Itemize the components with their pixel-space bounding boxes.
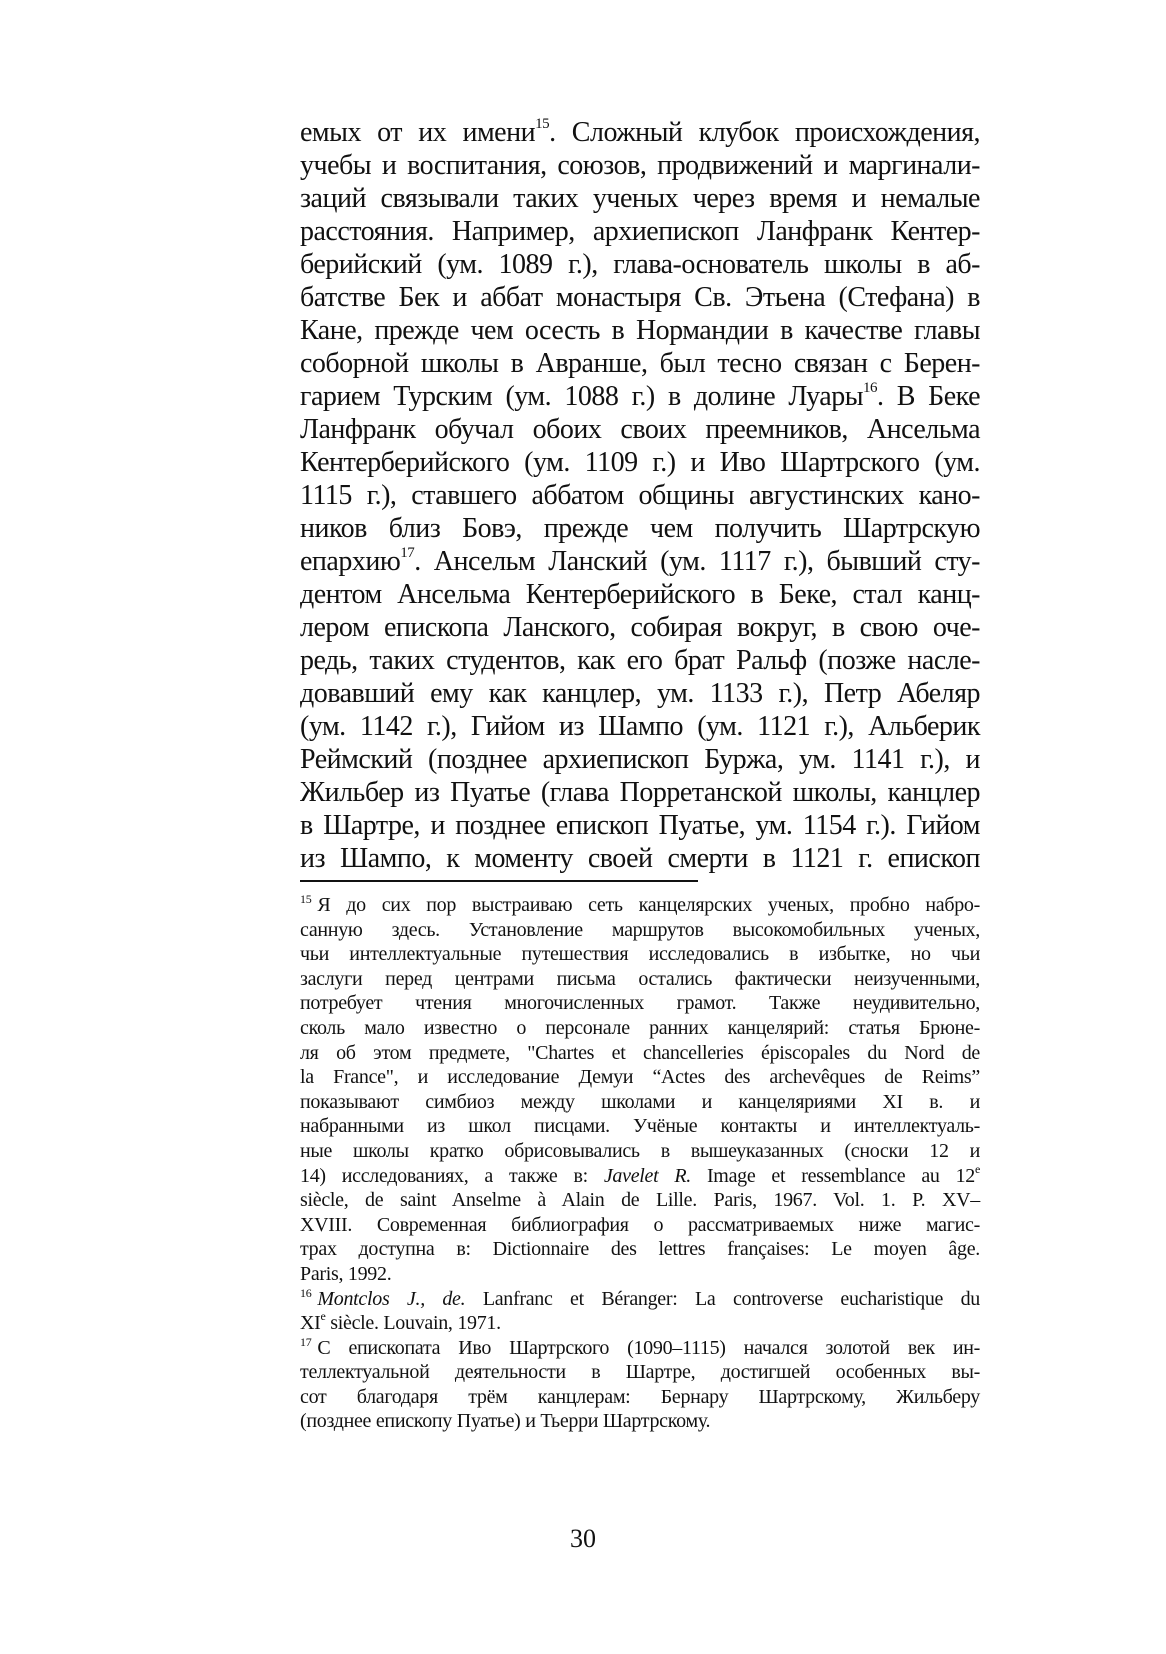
footnote-line	[300, 1114, 980, 1139]
text-run: Image et ressemblance au 12	[690, 1164, 975, 1187]
text-run: . В Беке	[877, 381, 980, 412]
text-line	[300, 347, 980, 380]
text-run: (ум. 1142 г.), Гийом из Шампо (ум. 1121 г.), Альберик	[300, 711, 980, 742]
footnote-ref: 17	[400, 545, 415, 561]
text-run: Lanfranc et Béranger: La controverse eucharistique du	[465, 1287, 980, 1310]
text-run: редь, таких студентов, как его брат Ральф (позже насле-	[300, 645, 980, 676]
text-line	[300, 512, 980, 545]
text-run: ников близ Бовэ, прежде чем получить Шартрскую	[300, 513, 980, 544]
text-run: расстояния. Например, архиепископ Ланфранк Кентер-	[300, 216, 980, 247]
text-run: показывают симбиоз между школами и канцеляриями XI в. и	[300, 1090, 980, 1113]
superscript: e	[320, 1309, 326, 1324]
footnote-line	[300, 1262, 980, 1287]
text-line	[300, 248, 980, 281]
text-run: siècle. Louvain, 1971.	[325, 1312, 501, 1335]
text-line	[300, 611, 980, 644]
text-run: учебы и воспитания, союзов, продвижений и маргинали-	[300, 150, 980, 181]
text-run: la France", и исследование Демуи “Actes des archevêques de Reims”	[300, 1066, 980, 1089]
text-line	[300, 578, 980, 611]
text-line	[300, 446, 980, 479]
footnote-separator	[300, 880, 698, 882]
text-line	[300, 710, 980, 743]
text-run: сот благодаря трём канцлерам: Бернару Шартрскому, Жильберу	[300, 1385, 980, 1408]
footnote-line	[300, 1161, 981, 1189]
footnote-line	[300, 1188, 980, 1213]
footnote-line	[300, 1360, 980, 1385]
text-line	[300, 314, 980, 347]
text-line	[300, 380, 980, 413]
main-text	[300, 116, 980, 875]
text-run: довавший ему как канцлер, ум. 1133 г.), Петр Абеляр	[300, 678, 980, 709]
author-name: Montclos J., de.	[317, 1287, 466, 1310]
text-line	[300, 809, 980, 842]
text-run: сколь мало известно о персонале ранних канцелярий: статья Брюне-	[300, 1016, 980, 1039]
text-line	[300, 776, 980, 809]
text-run: гарием Турским (ум. 1088 г.) в долине Луары	[300, 381, 864, 412]
text-run: Я до сих пор выстраиваю сеть канцелярских ученых, пробно набро-	[317, 894, 980, 916]
text-run: Paris, 1992.	[300, 1262, 392, 1285]
footnote-ref: 15	[535, 116, 550, 132]
footnote-line	[300, 1385, 980, 1410]
text-run: трах доступна в: Dictionnaire des lettres françaises: Le moyen âge.	[300, 1238, 980, 1261]
footnote-line	[300, 1065, 980, 1090]
footnote-number: 17	[300, 1334, 312, 1349]
footnote-number: 16	[300, 1285, 312, 1300]
text-line	[300, 644, 980, 677]
footnote-line	[300, 1287, 980, 1312]
text-run: епархию	[300, 546, 401, 577]
footnote-line	[300, 1090, 980, 1115]
text-line	[300, 842, 980, 875]
text-run: 1115 г.), ставшего аббатом общины августинских кано-	[300, 480, 980, 511]
footnote-line	[300, 1139, 980, 1164]
footnote-17	[300, 1336, 980, 1434]
text-run: XVIII. Современная библиография о рассматриваемых ниже магис-	[300, 1213, 980, 1236]
footnote-line	[300, 942, 980, 967]
footnote-ref: 16	[863, 380, 878, 396]
text-run: ля об этом предмете, "Chartes et chancelleries épiscopales du Nord de	[300, 1041, 980, 1064]
text-run: Ланфранк обучал обоих своих преемников, Ансельма	[300, 414, 980, 445]
text-run: Жильбер из Пуатье (глава Порретанской школы, канцлер	[300, 777, 980, 808]
superscript: e	[974, 1161, 981, 1176]
text-line	[300, 116, 980, 149]
text-line	[300, 182, 980, 215]
footnote-line	[300, 1237, 980, 1262]
footnote-line	[300, 1336, 980, 1361]
text-line	[300, 545, 980, 578]
text-line	[300, 413, 980, 446]
text-run: Кентерберийского (ум. 1109 г.) и Иво Шартрского (ум.	[300, 447, 980, 478]
footnote-line	[300, 991, 980, 1016]
text-run: санную здесь. Установление маршрутов высокомобильных ученых,	[300, 918, 980, 941]
text-run: из Шампо, к моменту своей смерти в 1121 г. епископ	[300, 843, 980, 874]
footnote-line	[300, 1016, 980, 1041]
text-run: 14) исследованиях, а также в:	[300, 1164, 604, 1187]
text-run: siècle, de saint Anselme à Alain de Lille. Paris, 1967. Vol. 1. P. XV–	[300, 1189, 980, 1212]
footnote-line	[300, 967, 980, 992]
text-run: в Шартре, и позднее епископ Пуатье, ум. 1154 г.). Гийом	[300, 810, 980, 841]
text-run: . Сложный клубок происхождения,	[549, 117, 980, 148]
text-run: . Ансельм Ланский (ум. 1117 г.), бывший сту-	[414, 546, 980, 577]
footnote-line	[300, 1041, 980, 1066]
text-run: потребует чтения многочисленных грамот. Также неудивительно,	[300, 992, 980, 1015]
footnote-line	[300, 1409, 980, 1434]
text-run: чьи интеллектуальные путешествия исследовались в избытке, но чьи	[300, 943, 980, 966]
text-run: С епископата Иво Шартрского (1090–1115) начался золотой век ин-	[317, 1336, 980, 1359]
footnote-line	[300, 1213, 980, 1238]
footnote-line	[300, 1311, 980, 1336]
footnote-number: 15	[300, 892, 312, 906]
text-line	[300, 149, 980, 182]
text-run: Кане, прежде чем осесть в Нормандии в качестве главы	[300, 315, 980, 346]
footnote-line	[300, 918, 980, 943]
text-run: батстве Бек и аббат монастыря Св. Этьена (Стефана) в	[300, 282, 980, 313]
text-line	[300, 677, 980, 710]
footnote-16	[300, 1287, 980, 1336]
text-line	[300, 215, 980, 248]
text-run: (позднее епископу Пуатье) и Тьерри Шартрскому.	[300, 1410, 711, 1433]
text-run: соборной школы в Авранше, был тесно связан с Берен-	[300, 348, 980, 379]
footnote-line	[300, 893, 980, 918]
text-run: набранными из школ писцами. Учёные контакты и интеллектуаль-	[300, 1115, 980, 1138]
text-line	[300, 281, 980, 314]
text-run: XI	[300, 1312, 321, 1335]
text-run: лером епископа Ланского, собирая вокруг, в свою оче-	[300, 612, 980, 643]
text-run: дентом Ансельма Кентерберийского в Беке, стал канц-	[300, 579, 980, 610]
text-run: заций связывали таких ученых через время и немалые	[300, 183, 980, 214]
text-run: ные школы кратко обрисовывались в вышеуказанных (сноски 12 и	[300, 1139, 980, 1162]
text-run: берийский (ум. 1089 г.), глава-основатель школы в аб-	[300, 249, 980, 280]
text-run: Реймский (позднее архиепископ Буржа, ум. 1141 г.), и	[300, 744, 980, 775]
text-run: емых от их имени	[300, 117, 536, 148]
page-number: 30	[570, 1524, 596, 1553]
text-line	[300, 743, 980, 776]
author-name: Javelet R.	[603, 1164, 691, 1187]
text-line	[300, 479, 980, 512]
footnote-15	[300, 893, 980, 1287]
text-run: заслуги перед центрами письма остались фактически неизученными,	[300, 967, 980, 990]
text-run: теллектуальной деятельности в Шартре, достигшей особенных вы-	[300, 1361, 980, 1384]
footnotes	[300, 893, 980, 1434]
